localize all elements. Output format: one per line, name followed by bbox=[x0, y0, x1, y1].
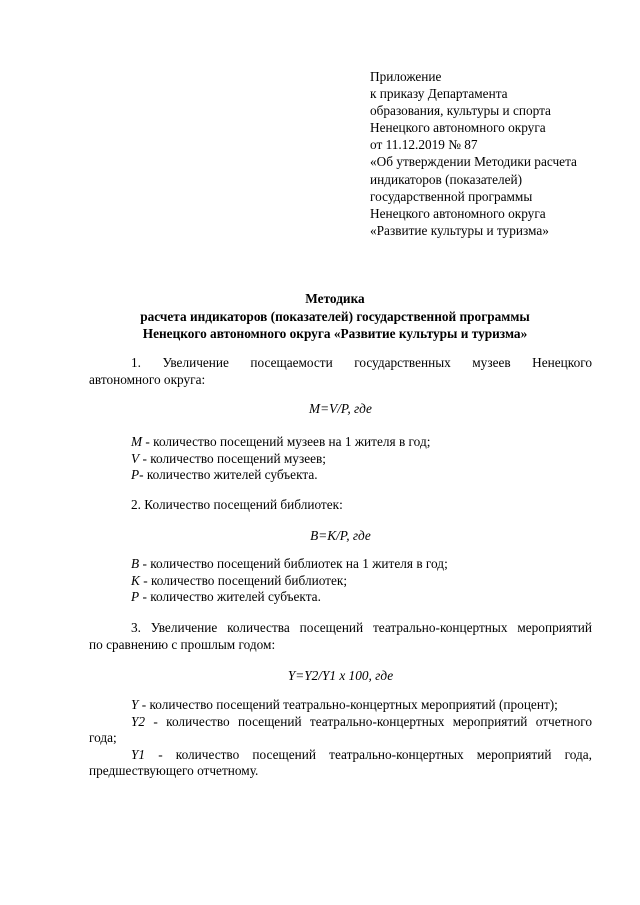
appendix-line: Приложение bbox=[370, 69, 442, 84]
section-1-line-1: 1. Увеличение посещаемости государственных музеев Ненецкого bbox=[131, 355, 592, 370]
appendix-line: от 11.12.2019 № 87 bbox=[370, 137, 478, 153]
appendix-line: «Развитие культуры и туризма» bbox=[370, 222, 549, 238]
appendix-block bbox=[370, 68, 610, 239]
section-3-definitions bbox=[89, 697, 592, 780]
appendix-line: Ненецкого автономного округа bbox=[370, 205, 546, 221]
formula-3: Y=Y2/Y1 x 100, где bbox=[287, 668, 394, 683]
title-line-1: Методика bbox=[305, 291, 365, 306]
section-1-definitions bbox=[131, 434, 601, 484]
section-3-line-2: по сравнению с прошлым годом: bbox=[89, 636, 276, 652]
formula-1: M=V/P, где bbox=[309, 401, 372, 416]
definition-item bbox=[131, 467, 601, 484]
definition-item bbox=[131, 434, 601, 451]
definition-text: - количество жителей субъекта. bbox=[139, 589, 321, 605]
definition-item bbox=[131, 589, 601, 606]
section-2-line: 2. Количество посещений библиотек: bbox=[131, 497, 343, 512]
definition-text: - количество посещений театрально-концертных мероприятий (процент); bbox=[138, 697, 558, 712]
definition-text: - количество посещений театрально-концертных мероприятий отчетного bbox=[145, 713, 592, 729]
definition-text: - количество посещений библиотек; bbox=[139, 572, 348, 588]
appendix-line: Ненецкого автономного округа bbox=[370, 120, 546, 136]
appendix-line: государственной программы bbox=[370, 188, 533, 204]
section-1-line-2: автономного округа: bbox=[89, 371, 206, 387]
formula-2: B=K/P, где bbox=[310, 528, 371, 543]
definition-var: B bbox=[131, 556, 140, 571]
section-1-heading bbox=[89, 355, 592, 388]
appendix-line: индикаторов (показателей) bbox=[370, 171, 523, 187]
definition-text: - количество посещений библиотек на 1 жителя в год; bbox=[139, 556, 448, 571]
section-3-heading bbox=[89, 620, 592, 653]
definition-text: - количество жителей субъекта. bbox=[139, 467, 318, 483]
definition-var: K bbox=[131, 572, 140, 588]
definition-var: Y2 bbox=[131, 713, 146, 729]
definition-item bbox=[131, 451, 601, 468]
definition-item bbox=[131, 556, 601, 573]
appendix-line: к приказу Департамента bbox=[370, 86, 508, 102]
title-line-3: Ненецкого автономного округа «Развитие культуры и туризма» bbox=[142, 326, 528, 341]
definition-item bbox=[131, 573, 601, 590]
definition-var: P bbox=[131, 467, 140, 483]
definition-item bbox=[89, 714, 592, 731]
definition-var: Y1 bbox=[131, 746, 146, 762]
title-line-2: расчета индикаторов (показателей) государственной программы bbox=[140, 308, 530, 324]
definition-var: Y bbox=[131, 697, 139, 712]
section-2-definitions bbox=[131, 556, 601, 606]
document-title bbox=[80, 290, 590, 343]
definition-item bbox=[89, 747, 592, 764]
definition-var: V bbox=[131, 450, 140, 466]
definition-var: M bbox=[131, 434, 143, 449]
definition-var: P bbox=[131, 589, 140, 605]
definition-continuation: года; bbox=[89, 730, 117, 746]
section-2-heading bbox=[89, 497, 592, 514]
definition-continuation: предшествующего отчетному. bbox=[89, 763, 259, 779]
definition-item bbox=[89, 697, 592, 714]
definition-text: - количество посещений музеев; bbox=[139, 450, 326, 466]
section-3-line-1: 3. Увеличение количества посещений театрально-концертных мероприятий bbox=[131, 620, 592, 635]
appendix-line: образования, культуры и спорта bbox=[370, 103, 551, 119]
definition-text: - количество посещений театрально-концертных мероприятий года, bbox=[145, 746, 592, 762]
appendix-line: «Об утверждении Методики расчета bbox=[370, 154, 577, 170]
definition-text: - количество посещений музеев на 1 жителя в год; bbox=[142, 434, 431, 449]
